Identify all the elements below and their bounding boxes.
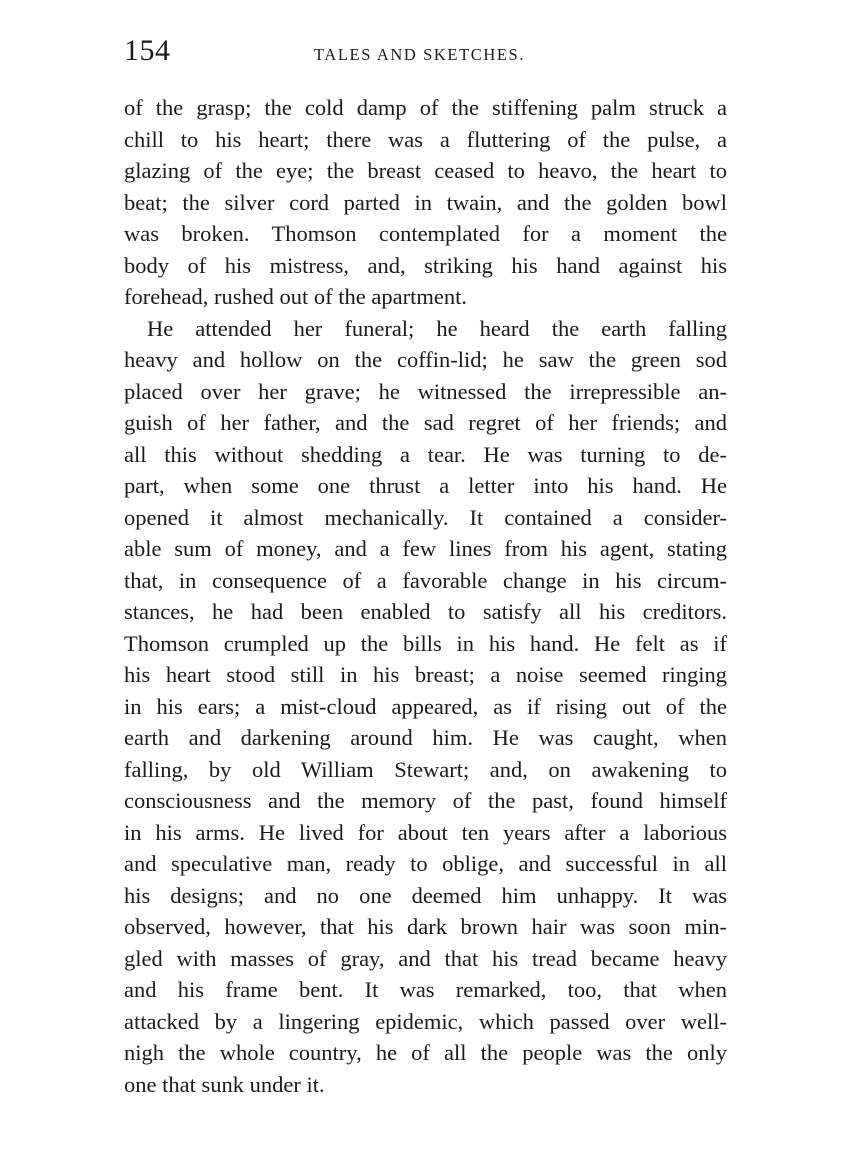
text-line: in his ears; a mist-cloud appeared, as if rising out of the [124, 693, 727, 719]
body-text [124, 92, 727, 1100]
text-line: earth and darkening around him. He was caught, when [124, 725, 727, 750]
text-line: and his frame bent. It was remarked, too, that when [124, 977, 727, 1002]
text-line: body of his mistress, and, striking his hand against his [124, 252, 727, 278]
paragraph [124, 92, 727, 313]
running-head [124, 30, 725, 70]
running-title: TALES AND SKETCHES. [314, 45, 526, 64]
text-line: placed over her grave; he witnessed the irrepressible an- [124, 378, 727, 404]
text-line: in his arms. He lived for about ten years after a laborious [124, 819, 727, 845]
text-line: falling, by old William Stewart; and, on awakening to [124, 756, 727, 782]
text-line: consciousness and the memory of the past, found himself [124, 788, 727, 813]
text-line: forehead, rushed out of the apartment. [124, 284, 467, 309]
text-line: and speculative man, ready to oblige, and successful in all [124, 851, 727, 876]
text-line: part, when some one thrust a letter into his hand. He [124, 473, 727, 498]
text-line: stances, he had been enabled to satisfy all his creditors. [124, 599, 727, 624]
text-line: attacked by a lingering epidemic, which passed over well- [124, 1008, 727, 1034]
text-line: observed, however, that his dark brown hair was soon min- [124, 914, 727, 939]
text-line: guish of her father, and the sad regret of her friends; and [124, 410, 727, 435]
text-line: He attended her funeral; he heard the earth falling [147, 315, 727, 341]
text-line: nigh the whole country, he of all the people was the only [124, 1040, 727, 1065]
text-line: able sum of money, and a few lines from his agent, stating [124, 536, 727, 561]
text-line: his designs; and no one deemed him unhappy. It was [124, 882, 727, 908]
text-line: Thomson crumpled up the bills in his hand. He felt as if [124, 630, 727, 656]
text-line: glazing of the eye; the breast ceased to heavo, the heart to [124, 158, 727, 183]
text-line: gled with masses of gray, and that his tread became heavy [124, 945, 727, 971]
text-line: of the grasp; the cold damp of the stiffening palm struck a [124, 95, 727, 120]
text-line: opened it almost mechanically. It contained a consider- [124, 504, 727, 530]
text-line: that, in consequence of a favorable change in his circum- [124, 567, 727, 593]
text-line: was broken. Thomson contemplated for a moment the [124, 221, 727, 246]
text-line: one that sunk under it. [124, 1071, 325, 1097]
text-line: his heart stood still in his breast; a noise seemed ringing [124, 662, 727, 687]
text-line: all this without shedding a tear. He was turning to de- [124, 441, 727, 467]
text-line: heavy and hollow on the coffin-lid; he saw the green sod [124, 347, 727, 372]
paragraph [124, 313, 727, 1101]
page-number: 154 [124, 34, 171, 67]
text-line: beat; the silver cord parted in twain, and the golden bowl [124, 189, 727, 215]
text-line: chill to his heart; there was a fluttering of the pulse, a [124, 126, 727, 152]
